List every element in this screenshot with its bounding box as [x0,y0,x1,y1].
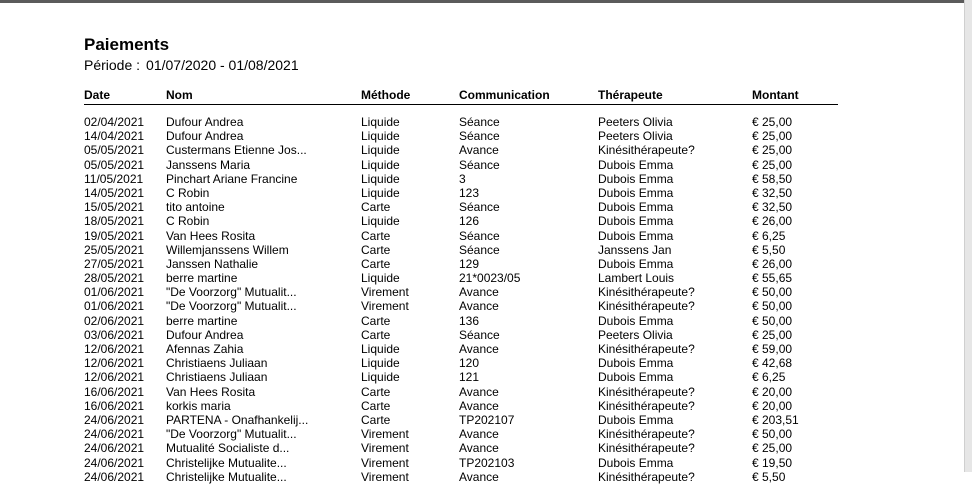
cell-therapeute: Kinésithérapeute? [598,143,695,158]
cell-montant: € 26,00 [752,214,793,229]
cell-nom: Janssen Nathalie [166,256,259,271]
cell-montant: € 42,68 [752,356,793,371]
cell-methode: Liquide [361,271,400,286]
table-row [84,129,838,143]
cell-nom: "De Voorzorg" Mutualit... [166,299,297,314]
cell-methode: Carte [361,200,391,215]
cell-methode: Carte [361,327,391,342]
cell-methode: Virement [361,299,409,314]
cell-nom: PARTENA - Onafhankelij... [166,412,309,427]
cell-communication: 129 [459,256,480,271]
cell-therapeute: Kinésithérapeute? [598,342,695,356]
cell-montant: € 203,51 [752,412,799,427]
table-row [84,456,838,470]
table-row [84,257,838,271]
cell-nom: Christelijke Mutualite... [166,455,287,470]
cell-communication: TP202107 [459,412,515,427]
cell-communication: Avance [459,342,499,356]
cell-methode: Liquide [361,342,400,356]
cell-communication: Séance [459,228,500,243]
table-header [84,88,838,105]
table-row [84,427,838,441]
cell-therapeute: Kinésithérapeute? [598,398,695,413]
cell-therapeute: Kinésithérapeute? [598,384,695,399]
cell-date: 27/05/2021 [84,256,145,271]
cell-communication: 126 [459,214,480,229]
cell-methode: Carte [361,242,391,257]
cell-montant: € 59,00 [752,342,793,356]
header-montant: Montant [752,88,799,102]
cell-therapeute: Peeters Olivia [598,327,673,342]
cell-methode: Carte [361,313,391,328]
cell-date: 02/06/2021 [84,313,145,328]
cell-therapeute: Dubois Emma [598,171,674,186]
cell-communication: Séance [459,115,500,129]
table-row [84,229,838,243]
cell-methode: Liquide [361,171,400,186]
cell-nom: Pinchart Ariane Francine [166,171,298,186]
table-row [84,314,838,328]
vertical-scrollbar[interactable] [964,0,972,472]
cell-montant: € 25,00 [752,129,793,144]
cell-montant: € 50,00 [752,299,793,314]
cell-therapeute: Janssens Jan [598,242,672,257]
cell-therapeute: Dubois Emma [598,228,674,243]
table-row [84,271,838,285]
table-row [84,342,838,356]
cell-nom: Afennas Zahia [166,342,244,356]
cell-montant: € 6,25 [752,370,786,385]
report-page [0,3,963,484]
cell-nom: Van Hees Rosita [166,228,256,243]
cell-therapeute: Dubois Emma [598,356,674,371]
cell-montant: € 5,50 [752,242,786,257]
cell-date: 24/06/2021 [84,427,145,442]
cell-montant: € 58,50 [752,171,793,186]
table-row [84,299,838,313]
header-communication: Communication [459,88,550,102]
cell-nom: Christelijke Mutualite... [166,469,287,484]
cell-communication: 136 [459,313,480,328]
cell-nom: C Robin [166,214,210,229]
table-row [84,200,838,214]
cell-date: 12/06/2021 [84,356,145,371]
cell-communication: Avance [459,427,499,442]
cell-date: 03/06/2021 [84,327,145,342]
cell-methode: Carte [361,412,391,427]
cell-date: 25/05/2021 [84,242,145,257]
period-value: 01/07/2020 - 01/08/2021 [146,57,299,73]
report-title: Paiements [84,35,170,54]
cell-therapeute: Dubois Emma [598,412,674,427]
cell-methode: Carte [361,398,391,413]
cell-therapeute: Dubois Emma [598,200,674,215]
cell-communication: 120 [459,356,480,371]
cell-montant: € 19,50 [752,455,793,470]
cell-nom: berre martine [166,271,238,286]
cell-methode: Liquide [361,157,400,172]
cell-therapeute: Kinésithérapeute? [598,285,695,300]
cell-methode: Liquide [361,214,400,229]
cell-methode: Virement [361,427,409,442]
cell-nom: Janssens Maria [166,157,251,172]
cell-communication: 121 [459,370,480,385]
cell-date: 11/05/2021 [84,171,144,186]
period-label: Période : [84,57,141,73]
cell-therapeute: Kinésithérapeute? [598,469,695,484]
cell-communication: Avance [459,285,499,300]
cell-nom: korkis maria [166,398,231,413]
cell-methode: Liquide [361,129,400,144]
table-row [84,413,838,427]
cell-communication: Séance [459,157,500,172]
cell-date: 01/06/2021 [84,285,145,300]
table-row [84,328,838,342]
cell-communication: 21*0023/05 [459,271,521,286]
cell-therapeute: Kinésithérapeute? [598,299,695,314]
cell-date: 16/06/2021 [84,384,145,399]
cell-date: 14/04/2021 [84,129,145,144]
cell-montant: € 50,00 [752,427,793,442]
cell-montant: € 25,00 [752,115,793,129]
cell-therapeute: Dubois Emma [598,455,674,470]
table-row [84,441,838,455]
header-therapeute: Thérapeute [598,88,663,102]
table-row [84,385,838,399]
cell-therapeute: Dubois Emma [598,370,674,385]
cell-therapeute: Peeters Olivia [598,115,673,129]
cell-montant: € 50,00 [752,285,793,300]
cell-methode: Liquide [361,370,400,385]
table-row [84,214,838,228]
header-methode: Méthode [361,88,411,102]
cell-communication: Séance [459,242,500,257]
cell-nom: "De Voorzorg" Mutualit... [166,285,297,300]
cell-date: 18/05/2021 [84,214,145,229]
cell-communication: Avance [459,441,499,456]
table-row [84,172,838,186]
payments-table-body [84,115,838,484]
table-row [84,370,838,384]
cell-nom: C Robin [166,185,210,200]
cell-therapeute: Dubois Emma [598,185,674,200]
cell-nom: Christiaens Juliaan [166,370,268,385]
cell-communication: Avance [459,398,499,413]
cell-date: 01/06/2021 [84,299,145,314]
cell-date: 15/05/2021 [84,200,145,215]
cell-montant: € 25,00 [752,143,793,158]
cell-nom: Dufour Andrea [166,115,244,129]
cell-montant: € 25,00 [752,441,793,456]
cell-therapeute: Kinésithérapeute? [598,427,695,442]
cell-date: 02/04/2021 [84,115,145,129]
cell-montant: € 55,65 [752,271,793,286]
cell-date: 19/05/2021 [84,228,145,243]
cell-nom: Christiaens Juliaan [166,356,268,371]
cell-montant: € 6,25 [752,228,786,243]
cell-montant: € 32,50 [752,185,793,200]
cell-methode: Virement [361,455,409,470]
cell-methode: Liquide [361,356,400,371]
cell-date: 12/06/2021 [84,342,145,356]
table-row [84,356,838,370]
table-row [84,243,838,257]
cell-montant: € 26,00 [752,256,793,271]
cell-methode: Carte [361,256,391,271]
cell-montant: € 20,00 [752,398,793,413]
cell-date: 24/06/2021 [84,441,145,456]
cell-nom: Dufour Andrea [166,327,244,342]
cell-montant: € 20,00 [752,384,793,399]
cell-montant: € 25,00 [752,327,793,342]
cell-methode: Liquide [361,143,400,158]
table-row [84,186,838,200]
cell-therapeute: Kinésithérapeute? [598,441,695,456]
cell-therapeute: Dubois Emma [598,214,674,229]
cell-nom: Willemjanssens Willem [166,242,289,257]
cell-nom: Van Hees Rosita [166,384,256,399]
cell-nom: Dufour Andrea [166,129,244,144]
cell-communication: Séance [459,200,500,215]
cell-communication: Avance [459,469,499,484]
cell-methode: Virement [361,469,409,484]
cell-therapeute: Dubois Emma [598,313,674,328]
cell-therapeute: Dubois Emma [598,256,674,271]
cell-methode: Carte [361,228,391,243]
cell-date: 14/05/2021 [84,185,145,200]
cell-methode: Liquide [361,185,400,200]
cell-nom: Custermans Etienne Jos... [166,143,307,158]
cell-therapeute: Peeters Olivia [598,129,673,144]
table-row [84,285,838,299]
cell-nom: berre martine [166,313,238,328]
cell-date: 05/05/2021 [84,143,145,158]
cell-communication: Avance [459,384,499,399]
cell-methode: Virement [361,285,409,300]
cell-communication: Avance [459,143,499,158]
cell-montant: € 50,00 [752,313,793,328]
report-period [84,57,299,73]
cell-communication: Séance [459,129,500,144]
table-row [84,399,838,413]
cell-montant: € 25,00 [752,157,793,172]
table-row [84,115,838,129]
cell-nom: tito antoine [166,200,225,215]
cell-date: 12/06/2021 [84,370,145,385]
table-row [84,158,838,172]
cell-therapeute: Dubois Emma [598,157,674,172]
cell-methode: Carte [361,384,391,399]
cell-communication: 3 [459,171,466,186]
cell-nom: "De Voorzorg" Mutualit... [166,427,297,442]
table-row [84,143,838,157]
cell-communication: Séance [459,327,500,342]
cell-date: 28/05/2021 [84,271,145,286]
cell-communication: 123 [459,185,480,200]
cell-nom: Mutualité Socialiste d... [166,441,290,456]
cell-therapeute: Lambert Louis [598,271,675,286]
cell-methode: Liquide [361,115,400,129]
cell-date: 24/06/2021 [84,412,145,427]
cell-date: 24/06/2021 [84,469,145,484]
cell-methode: Virement [361,441,409,456]
cell-date: 16/06/2021 [84,398,145,413]
cell-montant: € 32,50 [752,200,793,215]
header-nom: Nom [166,88,193,102]
cell-date: 05/05/2021 [84,157,145,172]
header-date: Date [84,88,111,102]
cell-communication: TP202103 [459,455,515,470]
cell-date: 24/06/2021 [84,455,145,470]
cell-communication: Avance [459,299,499,314]
cell-montant: € 5,50 [752,469,786,484]
